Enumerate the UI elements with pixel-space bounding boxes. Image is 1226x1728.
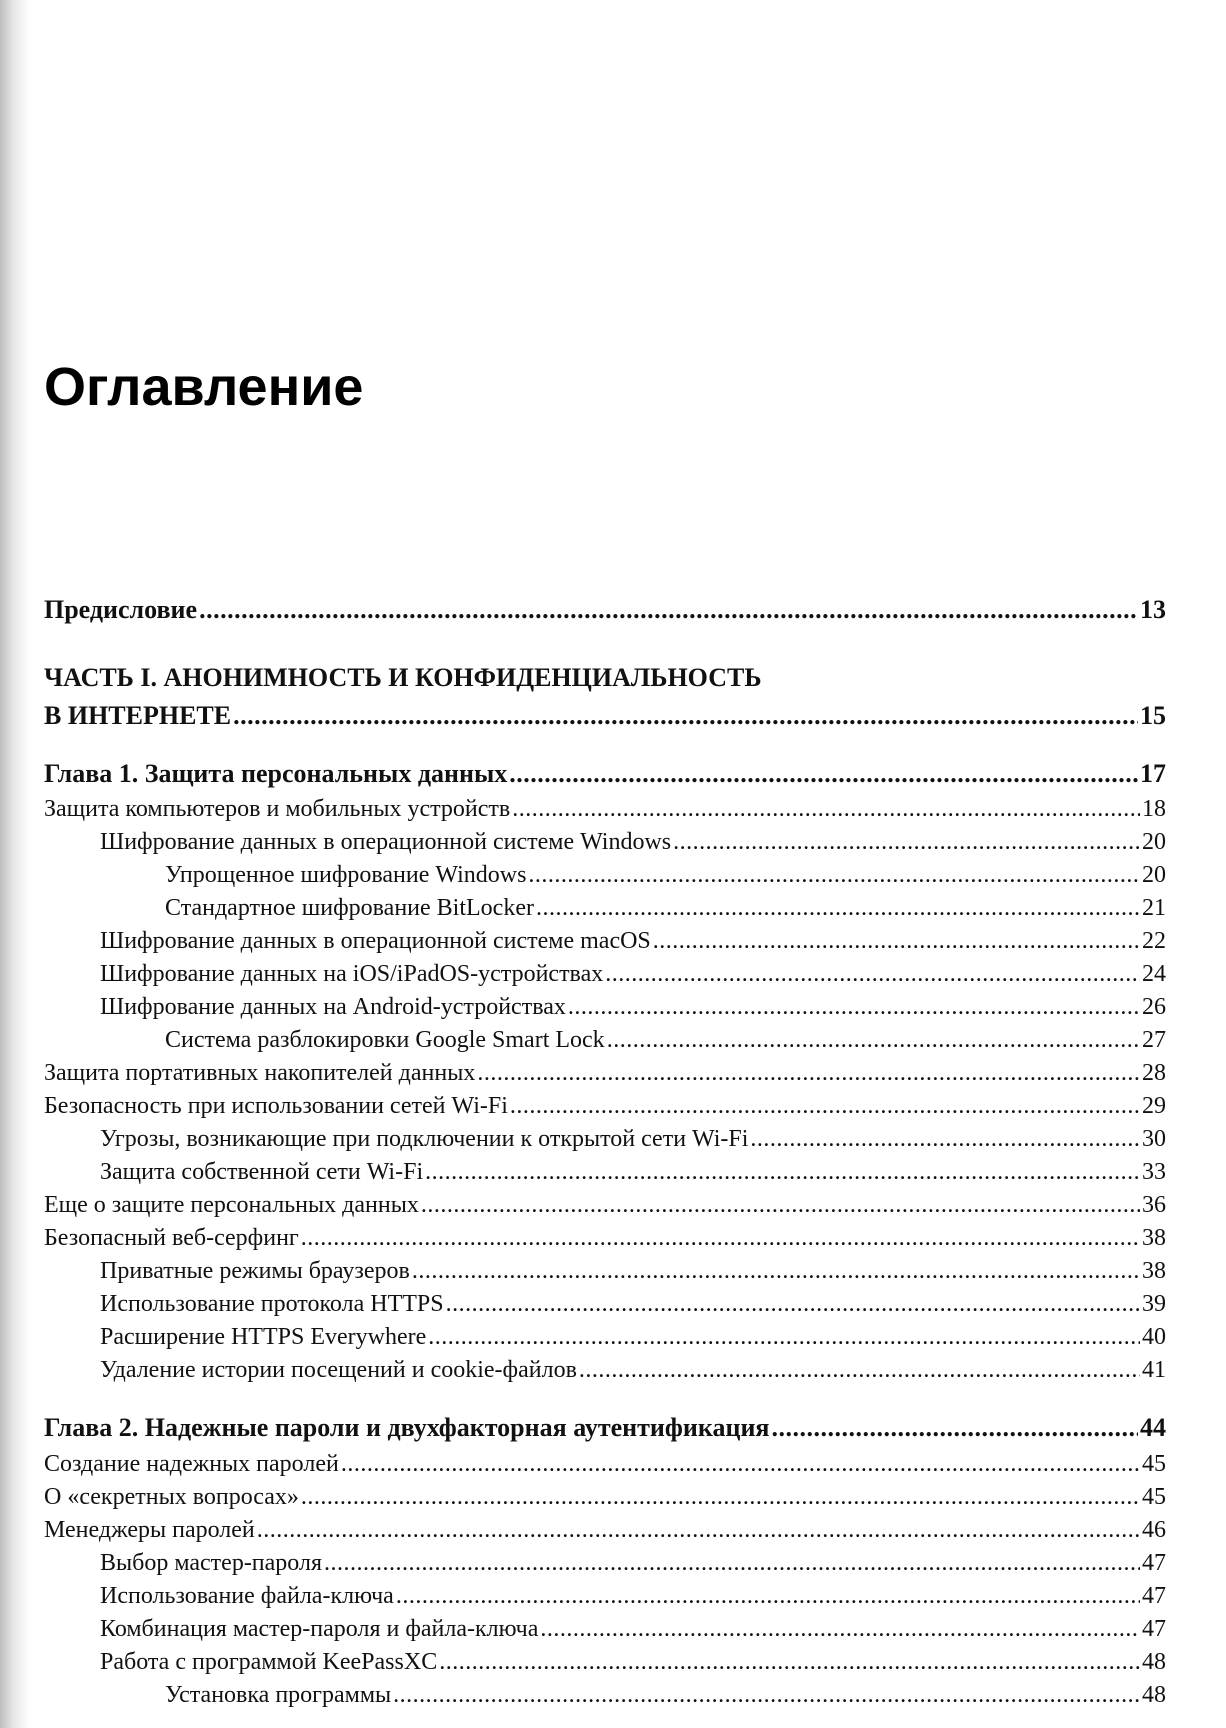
leader-dots (257, 1515, 1140, 1545)
leader-dots (605, 959, 1140, 989)
toc-entry-title: Создание надежных паролей (44, 1451, 339, 1477)
leader-dots (393, 1680, 1140, 1710)
toc-entry-title: Стандартное шифрование BitLocker (165, 895, 534, 921)
leader-dots (199, 594, 1138, 626)
toc-entry-page: 18 (1142, 796, 1166, 822)
toc-entry[interactable] (44, 827, 1166, 857)
toc-entry-preface[interactable] (44, 594, 1166, 626)
toc-entry-title: Приватные режимы браузеров (100, 1258, 410, 1284)
toc-entry-page: 20 (1142, 862, 1166, 888)
toc-entry[interactable] (44, 1058, 1166, 1088)
toc-entry[interactable] (44, 1482, 1166, 1512)
toc-entry-page: 41 (1142, 1357, 1166, 1383)
toc-entry-page: 24 (1142, 961, 1166, 987)
toc-entry-page: 47 (1142, 1550, 1166, 1576)
toc-entry-title: Безопасность при использовании сетей Wi-Fi (44, 1093, 508, 1119)
toc-entry-page: 45 (1142, 1484, 1166, 1510)
toc-entry[interactable] (44, 1289, 1166, 1319)
leader-dots (301, 1223, 1140, 1253)
leader-dots (510, 1091, 1140, 1121)
toc-entry-title: Защита компьютеров и мобильных устройств (44, 796, 511, 822)
toc-entry[interactable] (44, 1355, 1166, 1385)
toc-part-heading-line1: ЧАСТЬ I. АНОНИМНОСТЬ И КОНФИДЕНЦИАЛЬНОСТЬ (44, 663, 762, 692)
page-title: Оглавление (44, 357, 364, 417)
page-edge-shadow (0, 0, 30, 1728)
leader-dots (425, 1157, 1140, 1187)
toc-entry-page: 33 (1142, 1159, 1166, 1185)
toc-entry-title: Использование протокола HTTPS (100, 1291, 444, 1317)
toc-entry-page: 45 (1142, 1451, 1166, 1477)
toc-entry-page: 29 (1142, 1093, 1166, 1119)
toc-entry-page: 20 (1142, 829, 1166, 855)
leader-dots (540, 1614, 1140, 1644)
toc-entry-title: Выбор мастер-пароля (100, 1550, 322, 1576)
toc-entry[interactable] (44, 1581, 1166, 1611)
toc-entry[interactable] (44, 1091, 1166, 1121)
leader-dots (446, 1289, 1140, 1319)
leader-dots (324, 1548, 1140, 1578)
toc-entry[interactable] (44, 893, 1166, 923)
toc-entry-page: 47 (1142, 1616, 1166, 1642)
toc-entry[interactable] (44, 1515, 1166, 1545)
toc-entry-title: О «секретных вопросах» (44, 1484, 299, 1510)
toc-entry[interactable] (44, 992, 1166, 1022)
toc-entry-page: 38 (1142, 1258, 1166, 1284)
toc-entry-title: Еще о защите персональных данных (44, 1192, 419, 1218)
toc-entry-title: Работа с программой KeePassXC (100, 1649, 438, 1675)
toc-entry-title: Шифрование данных в операционной системе Windows (100, 829, 672, 855)
toc-entry-title: Использование файла-ключа (100, 1583, 394, 1609)
leader-dots (579, 1355, 1140, 1385)
toc-entry-title: Удаление истории посещений и cookie-файлов (100, 1357, 577, 1383)
toc-entry-title: Глава 1. Защита персональных данных (44, 759, 508, 788)
toc-entry-page: 48 (1142, 1649, 1166, 1675)
toc-entry[interactable] (44, 1614, 1166, 1644)
toc-entry-title: Менеджеры паролей (44, 1517, 255, 1543)
leader-dots (421, 1190, 1140, 1220)
toc-entry-title: Упрощенное шифрование Windows (165, 862, 527, 888)
toc-entry-title: Шифрование данных на Android-устройствах (100, 994, 566, 1020)
toc-entry-title: Шифрование данных на iOS/iPadOS-устройствах (100, 961, 604, 987)
leader-dots (512, 794, 1140, 824)
leader-dots (509, 758, 1138, 790)
leader-dots (536, 893, 1140, 923)
toc-entry-title: Шифрование данных в операционной системе macOS (100, 928, 651, 954)
toc-entry-title: Расширение HTTPS Everywhere (100, 1324, 427, 1350)
leader-dots (233, 700, 1138, 732)
leader-dots (673, 827, 1140, 857)
leader-dots (477, 1058, 1140, 1088)
toc-entry-title: Предисловие (44, 595, 198, 624)
toc-entry-page: 22 (1142, 928, 1166, 954)
toc-entry[interactable] (44, 1548, 1166, 1578)
toc-entry[interactable] (44, 1157, 1166, 1187)
leader-dots (607, 1025, 1140, 1055)
toc-entry[interactable] (44, 926, 1166, 956)
toc-entry[interactable] (44, 1256, 1166, 1286)
toc-entry[interactable] (44, 959, 1166, 989)
toc-entry-page: 13 (1140, 595, 1166, 624)
leader-dots (750, 1124, 1140, 1154)
leader-dots (341, 1449, 1140, 1479)
leader-dots (396, 1581, 1140, 1611)
toc-entry[interactable] (44, 794, 1166, 824)
toc-entry-page: 15 (1140, 701, 1166, 730)
leader-dots (412, 1256, 1140, 1286)
toc-entry-chapter-2[interactable] (44, 1412, 1166, 1444)
leader-dots (772, 1412, 1139, 1444)
toc-entry-title: В ИНТЕРНЕТЕ (44, 701, 232, 730)
toc-entry[interactable] (44, 1680, 1166, 1710)
toc-entry[interactable] (44, 1223, 1166, 1253)
leader-dots (439, 1647, 1140, 1677)
toc-entry-page: 48 (1142, 1682, 1166, 1708)
toc-entry-page: 17 (1140, 759, 1166, 788)
toc-entry-page: 36 (1142, 1192, 1166, 1218)
leader-dots (301, 1482, 1140, 1512)
leader-dots (528, 860, 1140, 890)
toc-entry-page: 28 (1142, 1060, 1166, 1086)
toc-entry-title: Установка программы (165, 1682, 392, 1708)
toc-entry-page: 27 (1142, 1027, 1166, 1053)
toc-entry[interactable] (44, 1449, 1166, 1479)
toc-entry-title: Глава 2. Надежные пароли и двухфакторная аутентификация (44, 1413, 770, 1442)
toc-entry-title: Защита портативных накопителей данных (44, 1060, 476, 1086)
toc-entry-title: Угрозы, возникающие при подключении к открытой сети Wi-Fi (100, 1126, 749, 1152)
toc-entry-page: 21 (1142, 895, 1166, 921)
toc-entry-title: Защита собственной сети Wi-Fi (100, 1159, 424, 1185)
toc-entry-page: 44 (1140, 1413, 1166, 1442)
leader-dots (428, 1322, 1140, 1352)
toc-entry-page: 38 (1142, 1225, 1166, 1251)
toc-entry[interactable] (44, 860, 1166, 890)
toc-entry-page: 39 (1142, 1291, 1166, 1317)
toc-entry[interactable] (44, 1322, 1166, 1352)
toc-entry-page: 30 (1142, 1126, 1166, 1152)
toc-entry-page: 26 (1142, 994, 1166, 1020)
toc-entry[interactable] (44, 1124, 1166, 1154)
toc-entry-title: Безопасный веб-серфинг (44, 1225, 299, 1251)
toc-entry-title: Комбинация мастер-пароля и файла-ключа (100, 1616, 539, 1642)
toc-entry-page: 40 (1142, 1324, 1166, 1350)
toc-entry[interactable] (44, 1647, 1166, 1677)
toc-entry-page: 46 (1142, 1517, 1166, 1543)
toc-entry-page: 47 (1142, 1583, 1166, 1609)
toc-entry-chapter-1[interactable] (44, 758, 1166, 790)
leader-dots (568, 992, 1140, 1022)
toc-entry[interactable] (44, 1025, 1166, 1055)
toc-entry[interactable] (44, 1190, 1166, 1220)
toc-entry-part-1[interactable] (44, 700, 1166, 732)
leader-dots (653, 926, 1140, 956)
toc-entry-title: Система разблокировки Google Smart Lock (165, 1027, 605, 1053)
